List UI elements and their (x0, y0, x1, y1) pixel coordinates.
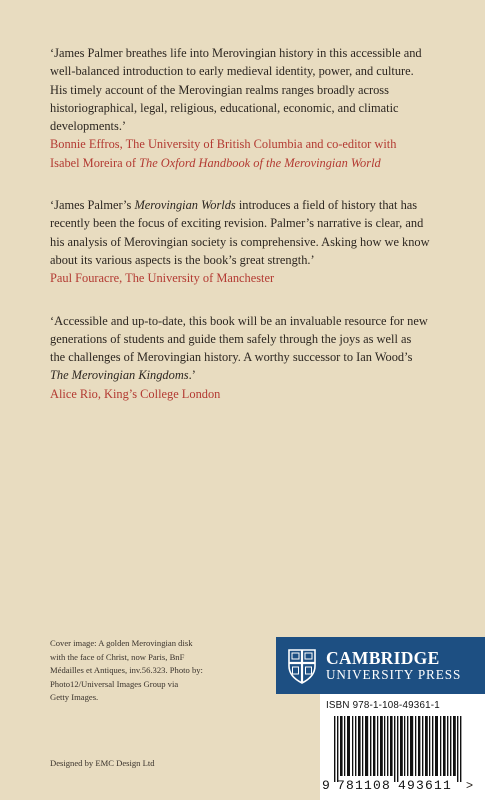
barcode-digit-lead: 9 (322, 778, 330, 793)
credit-line: Cover image: A golden Merovingian disk (50, 638, 193, 648)
credit-line: Getty Images. (50, 692, 99, 703)
endorsement-quote (50, 196, 462, 269)
quote-line: generations of students and guide them safely through the joys as well as (50, 331, 412, 346)
quote-line: about its various aspects is the book’s great strength.’ (50, 252, 315, 267)
credit-line: Photo12/Universal Images Group via (50, 678, 179, 689)
attribution-line: Bonnie Effros, The University of British Columbia and co-editor with (50, 137, 397, 152)
isbn-barcode (320, 694, 485, 800)
publisher-name-sub: UNIVERSITY PRESS (326, 667, 462, 682)
barcode-digits-left: 781108 (337, 778, 392, 793)
quote-line (50, 366, 462, 384)
credit-line: Médailles et Antiques, inv.56.323. Photo by: (50, 665, 203, 676)
book-title: Merovingian Worlds (134, 198, 236, 213)
endorsement-attribution: Alice Rio, King’s College London (50, 386, 221, 401)
quote-text: ‘James Palmer’s (50, 198, 135, 213)
barcode-digits-right: 493611 (398, 778, 453, 793)
quiet-zone-marker-icon: > (466, 778, 474, 792)
cambridge-crest-icon (287, 648, 317, 684)
design-credit: Designed by EMC Design Ltd (50, 758, 155, 768)
endorsement-rio (50, 312, 462, 403)
publisher-logo (276, 637, 485, 694)
publisher-name (326, 649, 461, 682)
book-title: The Oxford Handbook of the Merovingian World (139, 155, 381, 170)
endorsement-attribution: Paul Fouracre, The University of Manchester (50, 271, 275, 286)
quote-line: his analysis of Merovingian society is comprehensive. Asking how we know (50, 234, 430, 249)
publisher-name-main: CAMBRIDGE (326, 648, 440, 668)
quote-line: historiographical, legal, religious, educational, economic, and climatic (50, 100, 399, 115)
isbn-label: ISBN 978-1-108-49361-1 (326, 700, 440, 711)
barcode (328, 716, 478, 782)
endorsement-effros (50, 44, 462, 172)
endorsements (50, 44, 462, 427)
quote-text: introduces a field of history that has (235, 198, 418, 213)
quote-line: well-balanced introduction to early medieval identity, power, and culture. (50, 64, 414, 79)
attribution-line (50, 154, 462, 172)
quote-line: the challenges of Merovingian history. A worthy successor to Ian Wood’s (50, 350, 413, 365)
credit-line: with the face of Christ, now Paris, BnF (50, 651, 185, 662)
quote-text: .’ (188, 368, 196, 383)
endorsement-attribution (50, 135, 462, 172)
cover-image-credit (50, 637, 255, 705)
endorsement-fouracre (50, 196, 462, 287)
quote-line (50, 196, 462, 214)
attribution-text: Isabel Moreira of (50, 155, 140, 170)
book-title: The Merovingian Kingdoms (50, 368, 189, 383)
quote-line: developments.’ (50, 119, 127, 134)
quote-line: His timely account of the Merovingian realms ranges broadly across (50, 82, 389, 97)
quote-line: ‘James Palmer breathes life into Merovingian history in this accessible and (50, 46, 422, 60)
endorsement-quote (50, 312, 462, 385)
quote-line: recently been the focus of exciting revision. Palmer’s narrative is clear, and (50, 216, 424, 231)
endorsement-quote (50, 44, 462, 135)
quote-line: ‘Accessible and up-to-date, this book will be an invaluable resource for new (50, 313, 428, 328)
